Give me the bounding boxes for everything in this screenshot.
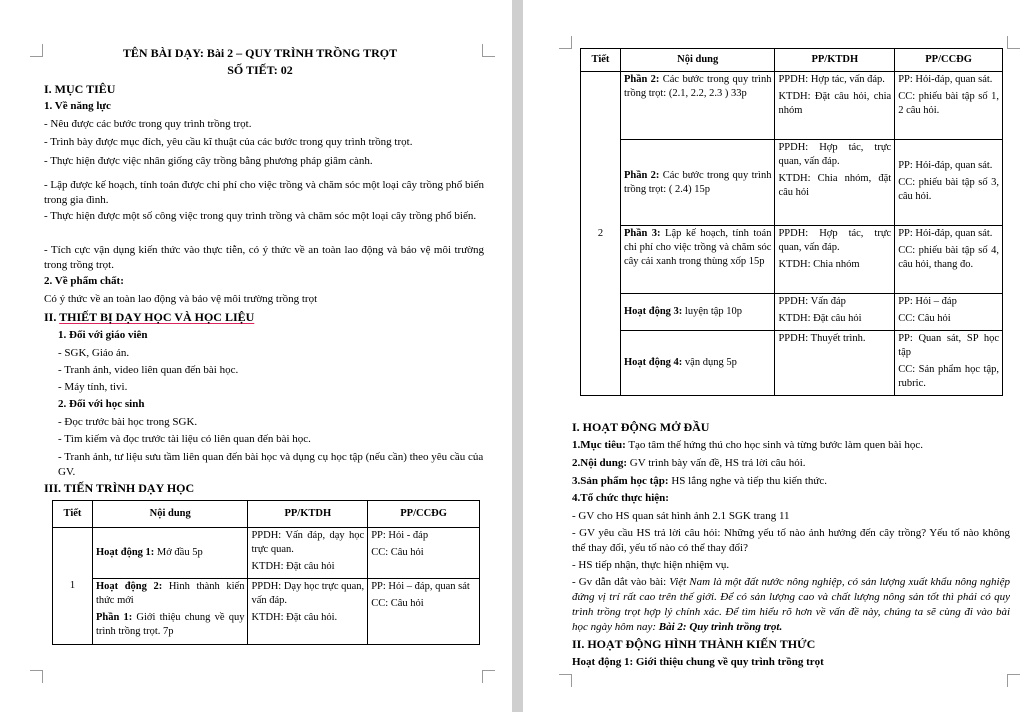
table-cell: Hoạt động 3: luyện tập 10p xyxy=(620,294,775,331)
list-item: - Thực hiện được việc nhân giống cây trồng bằng phương pháp giâm cành. xyxy=(44,155,373,167)
table-cell: PPDH: Dạy học trực quan, vấn đáp. KTDH: Đặt câu hỏi. xyxy=(248,579,368,645)
table-header: Nội dung xyxy=(620,49,775,72)
margin-mark xyxy=(30,670,43,683)
table-header: PP/KTDH xyxy=(248,501,368,528)
period-cell: 1 xyxy=(53,528,93,645)
paragraph: - Gv dẫn dắt vào bài: Việt Nam là một đất nước nông nghiệp, có sản lượng xuất khẩu nông nghiệp đứng vị trí rất cao trên thế giới. Để có sản lượng cao và chất lượng nông sản tốt thì phải có quy trình trồng trọt hợp lý chính xác. Để tìm hiểu rõ hơn về vấn đề này, chúng ta sẽ cùng đi vào bài học ngày hôm nay: Bài 2: Quy trình trồng trọt. xyxy=(572,576,1010,633)
table-cell: PP: Hỏi-đáp, quan sát. CC: phiếu bài tập số 4, câu hỏi, thang đo. xyxy=(895,226,1003,294)
margin-mark xyxy=(482,44,495,57)
section-heading: I. HOẠT ĐỘNG MỞ ĐẦU xyxy=(572,420,710,434)
table-header: PP/KTDH xyxy=(775,49,895,72)
section-title: THIẾT BỊ DẠY HỌC VÀ HỌC LIỆU xyxy=(59,310,255,324)
list-item: - HS tiếp nhận, thực hiện nhiệm vụ. xyxy=(572,559,730,571)
subsection-heading: 2. Đối với học sinh xyxy=(58,398,145,410)
lesson-periods: SỐ TIẾT: 02 xyxy=(227,63,293,77)
table-cell: PP: Hỏi-đáp, quan sát. CC: phiếu bài tập số 1, 2 câu hỏi. xyxy=(895,72,1003,140)
table-header: Nội dung xyxy=(92,501,248,528)
list-item: - Đọc trước bài học trong SGK. xyxy=(58,416,198,428)
section-heading: I. MỤC TIÊU xyxy=(44,82,116,96)
table-cell: Phần 2: Các bước trong quy trình trồng trọt: ( 2.4) 15p xyxy=(620,140,775,226)
table-cell: Hoạt động 2: Hình thành kiến thức mới Phần 1: Giới thiệu chung về quy trình trồng trọt. 7p xyxy=(92,579,248,645)
table-cell: PPDH: Hợp tác, trực quan, vấn đáp. KTDH: Chia nhóm xyxy=(775,226,895,294)
paragraph: 3.Sản phẩm học tập: HS lắng nghe và tiếp thu kiến thức. xyxy=(572,475,827,487)
list-item: - Tích cực vận dụng kiến thức vào thực tiễn, có ý thức về an toàn lao động và bảo vệ môi trường trong trồng trọt. xyxy=(44,244,484,271)
table-cell: PPDH: Vấn đáp, dạy học trực quan. KTDH: Đặt câu hỏi xyxy=(248,528,368,579)
lesson-plan-table xyxy=(52,500,480,645)
table-cell: PP: Hỏi - đáp CC: Câu hỏi xyxy=(368,528,480,579)
list-item: - Tranh ảnh, video liên quan đến bài học. xyxy=(58,364,239,376)
margin-mark xyxy=(559,36,572,49)
table-header: Tiết xyxy=(53,501,93,528)
list-item: - GV cho HS quan sát hình ảnh 2.1 SGK trang 11 xyxy=(572,510,790,522)
section-heading xyxy=(44,310,484,325)
subsection-heading: Hoạt động 1: Giới thiệu chung về quy trình trồng trọt xyxy=(572,656,824,668)
margin-mark xyxy=(1007,36,1020,49)
table-cell: PP: Hỏi – đáp, quan sát CC: Câu hỏi xyxy=(368,579,480,645)
section-heading: III. TIẾN TRÌNH DẠY HỌC xyxy=(44,481,195,495)
list-item: - Trình bày được mục đích, yêu cầu kĩ thuật của các bước trong quy trình trồng trọt. xyxy=(44,136,413,148)
subsection-heading: 1. Về năng lực xyxy=(44,100,111,112)
table-cell: PP: Hỏi – đáp CC: Câu hỏi xyxy=(895,294,1003,331)
table-header: PP/CCĐG xyxy=(368,501,480,528)
paragraph: 4.Tổ chức thực hiện: xyxy=(572,492,669,504)
page-gap xyxy=(512,0,523,712)
table-cell: Hoạt động 4: vận dụng 5p xyxy=(620,331,775,396)
period-cell: 2 xyxy=(581,72,621,396)
margin-mark xyxy=(1007,674,1020,687)
list-item: - Tranh ảnh, tư liệu sưu tầm liên quan đến bài học và dụng cụ học tập (nếu cần) theo yêu cầu của GV. xyxy=(58,451,484,478)
section-number: II. xyxy=(44,310,57,324)
document-page-1 xyxy=(0,0,512,712)
subsection-heading: 1. Đối với giáo viên xyxy=(58,329,148,341)
list-item: - Nêu được các bước trong quy trình trồng trọt. xyxy=(44,118,252,130)
table-header: Tiết xyxy=(581,49,621,72)
table-header: PP/CCĐG xyxy=(895,49,1003,72)
table-cell: PPDH: Hợp tác, vấn đáp. KTDH: Đặt câu hỏi, chia nhóm xyxy=(775,72,895,140)
paragraph: 2.Nội dung: GV trình bày vấn đề, HS trả lời câu hỏi. xyxy=(572,457,806,469)
list-item: - Lập được kế hoạch, tính toán được chi phí cho việc trồng và chăm sóc một loại cây trồng phổ biến trong gia đình. xyxy=(44,179,484,206)
list-item: - Máy tính, tivi. xyxy=(58,381,128,393)
table-cell: PP: Hỏi-đáp, quan sát. CC: phiếu bài tập số 3, câu hỏi. xyxy=(895,140,1003,226)
paragraph: Có ý thức về an toàn lao động và bảo vệ môi trường trồng trọt xyxy=(44,293,318,305)
table-cell: Phần 3: Lập kế hoạch, tính toán chi phí cho việc trồng và chăm sóc cây cải xanh trong thùng xốp 15p xyxy=(620,226,775,294)
table-cell: PPDH: Vấn đáp KTDH: Đặt câu hỏi xyxy=(775,294,895,331)
table-cell: Phần 2: Các bước trong quy trình trồng trọt: (2.1, 2.2, 2.3 ) 33p xyxy=(620,72,775,140)
list-item: - Tìm kiếm và đọc trước tài liệu có liên quan đến bài học. xyxy=(58,433,311,445)
table-cell: Hoạt động 1: Mở đầu 5p xyxy=(92,528,248,579)
list-item: - GV yêu cầu HS trả lời câu hỏi: Những yếu tố nào ảnh hưởng đến cây trồng? Yếu tố nào không thể thay đổi, yếu tố nào có thể thay đổi? xyxy=(572,527,1010,554)
table-cell: PPDH: Thuyết trình. xyxy=(775,331,895,396)
table-cell: PP: Quan sát, SP học tập CC: Sản phẩm học tập, rubric. xyxy=(895,331,1003,396)
lesson-plan-table-continued xyxy=(580,48,1003,396)
margin-mark xyxy=(482,670,495,683)
subsection-heading: 2. Về phẩm chất: xyxy=(44,275,124,287)
margin-mark xyxy=(559,674,572,687)
paragraph: 1.Mục tiêu: Tạo tâm thế hứng thú cho học sinh và từng bước làm quen bài học. xyxy=(572,439,923,451)
list-item: - SGK, Giáo án. xyxy=(58,347,130,359)
section-heading: II. HOẠT ĐỘNG HÌNH THÀNH KIẾN THỨC xyxy=(572,637,816,651)
list-item: - Thực hiện được một số công việc trong quy trình trồng và chăm sóc một loại cây trồng phổ biến. xyxy=(44,210,477,222)
lesson-title: TÊN BÀI DẠY: Bài 2 – QUY TRÌNH TRỒNG TRỌT xyxy=(122,46,398,60)
table-cell: PPDH: Hợp tác, trực quan, vấn đáp. KTDH: Chia nhóm, đặt câu hỏi xyxy=(775,140,895,226)
